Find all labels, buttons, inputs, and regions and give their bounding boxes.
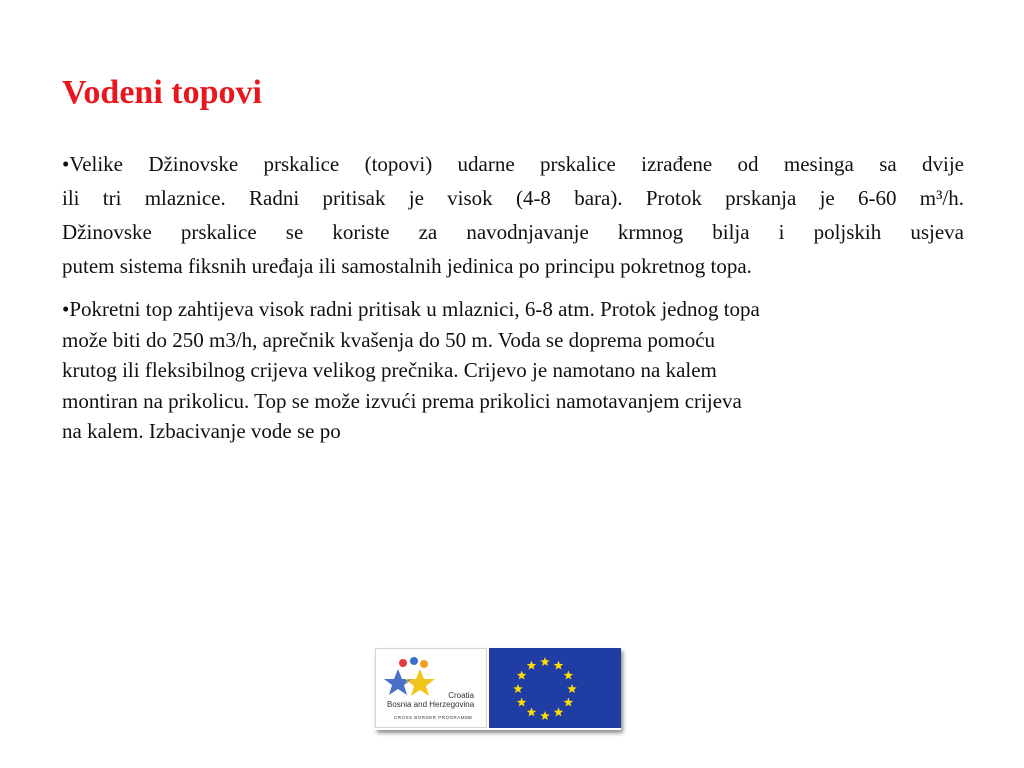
paragraph-line: montiran na prikolicu. Top se može izvući prema prikolici namotavanjem crijeva <box>62 388 742 413</box>
eu-star-icon <box>527 661 537 670</box>
paragraph-giant-sprinklers <box>62 147 964 283</box>
eu-star-icon <box>540 657 550 666</box>
eu-star-icon <box>540 711 550 720</box>
ipa-programme-label: CROSS BORDER PROGRAMME <box>394 715 473 720</box>
ipa-cross-border-logo <box>375 648 487 728</box>
paragraph-line: može biti do 250 m3/h, aprečnik kvašenja do 50 m. Voda se doprema pomoću <box>62 327 716 352</box>
eu-star-icon <box>554 707 564 716</box>
paragraph-line: putem sistema fiksnih uređaja ili samostalnih jedinica po principu pokretnog topa. <box>62 254 752 278</box>
eu-flag-icon <box>489 648 621 728</box>
eu-star-icon <box>564 698 574 707</box>
paragraph-line: krutog ili fleksibilnog crijeva velikog prečnika. Crijevo je namotano na kalem <box>62 358 717 382</box>
eu-flag-logo <box>489 648 621 728</box>
paragraph-mobile-cannon <box>62 294 964 447</box>
paragraph-line: •Pokretni top zahtijeva visok radni pritisak u mlaznici, 6-8 atm. Protok jednog topa <box>62 297 760 321</box>
eu-star-icon <box>513 684 523 693</box>
paragraph-line: na kalem. Izbacivanje vode se po <box>62 419 341 443</box>
eu-star-icon <box>567 684 577 693</box>
ipa-bih-label: Bosnia and Herzegovina <box>387 700 475 709</box>
paragraph-line: ili tri mlaznice. Radni pritisak je visok (4-8 bara). Protok prskanja je 6-60 m³/h. <box>62 186 964 210</box>
eu-star-icon <box>554 661 564 670</box>
slide-title: Vodeni topovi <box>62 74 262 111</box>
footer-logos <box>375 648 621 730</box>
eu-star-icon <box>517 671 527 680</box>
eu-star-icon <box>564 671 574 680</box>
ipa-croatia-label: Croatia <box>448 691 474 700</box>
eu-star-icon <box>517 698 527 707</box>
eu-star-icon <box>527 707 537 716</box>
paragraph-line: Džinovske prskalice se koriste za navodnjavanje krmnog bilja i poljskih usjeva <box>62 220 964 244</box>
paragraph-line: •Velike Džinovske prskalice (topovi) udarne prskalice izrađene od mesinga sa dvije <box>62 152 964 176</box>
